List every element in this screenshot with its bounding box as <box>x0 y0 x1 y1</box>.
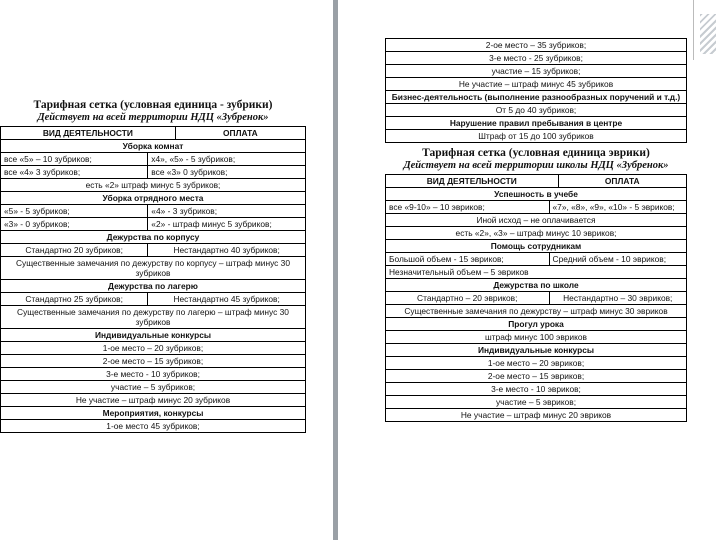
cell: Не участие – штраф минус 20 зубриков <box>1 394 306 406</box>
cell: все «3» 0 зубриков; <box>148 166 306 178</box>
header-payment: ОПЛАТА <box>559 175 687 187</box>
cell: «2» - штраф минус 5 зубриков; <box>148 218 306 230</box>
cell: Нестандартно 45 зубриков; <box>148 293 306 305</box>
table-row <box>1 368 306 381</box>
table-row <box>1 306 306 329</box>
section-contest-title: Индивидуальные конкурсы <box>386 344 687 356</box>
section-title-row <box>1 407 306 420</box>
cell: Стандартно 20 зубриков; <box>1 244 148 256</box>
cell: «3» - 0 зубриков; <box>1 218 148 230</box>
header-activity: ВИД ДЕЯТЕЛЬНОСТИ <box>386 175 559 187</box>
table-row <box>1 420 306 433</box>
doc-subtitle: Действует на всей территории школы НДЦ «Зубренок» <box>403 160 669 171</box>
cell: Существенные замечания по дежурству по лагерю – штраф минус 30 зубриков <box>1 306 306 328</box>
table-row <box>1 257 306 280</box>
section-violation-title: Нарушение правил пребывания в центре <box>386 117 687 129</box>
cell: Иной исход – не оплачивается <box>386 214 687 226</box>
table-row <box>1 218 306 231</box>
table-row <box>386 266 687 279</box>
table-header-row <box>1 127 306 140</box>
section-title-row <box>386 117 687 130</box>
cell: Незначительный объем – 5 эвриков <box>386 266 687 278</box>
table-header-row <box>386 175 687 188</box>
cell: Большой объем - 15 эвриков; <box>386 253 550 265</box>
table-row <box>1 394 306 407</box>
cell: 1-ое место 45 зубриков; <box>1 420 306 432</box>
table-row <box>1 293 306 306</box>
section-help-title: Помощь сотрудникам <box>386 240 687 252</box>
cell: Нестандартно 40 зубриков; <box>148 244 306 256</box>
header-payment: ОПЛАТА <box>176 127 306 139</box>
table-row <box>386 214 687 227</box>
table-row <box>386 39 687 52</box>
cell: участие – 5 зубриков; <box>1 381 306 393</box>
table-row <box>386 357 687 370</box>
table-row <box>386 104 687 117</box>
section-contest-title: Индивидуальные конкурсы <box>1 329 306 341</box>
cell: х4», «5» - 5 зубриков; <box>148 153 306 165</box>
table-row <box>386 331 687 344</box>
cell: Стандартно 25 зубриков; <box>1 293 148 305</box>
table-row <box>386 227 687 240</box>
doc-title: Тарифная сетка (условная единица - зубрики) <box>33 99 273 111</box>
cell: Средний объем - 10 эвриков; <box>550 253 687 265</box>
cell: «4» - 3 зубриков; <box>148 205 306 217</box>
evriki-tariff-document <box>385 38 687 422</box>
table-row <box>1 153 306 166</box>
section-title-row <box>1 140 306 153</box>
cell: Не участие – штраф минус 45 зубриков <box>386 78 687 90</box>
cell: все «9-10» – 10 эвриков; <box>386 201 550 213</box>
page-divider <box>333 0 338 540</box>
cell: есть «2», «3» – штраф минус 10 эвриков; <box>386 227 687 239</box>
cell: 3-е место - 10 зубриков; <box>1 368 306 380</box>
table-row <box>386 370 687 383</box>
section-study-title: Успешность в учебе <box>386 188 687 200</box>
table-row <box>386 305 687 318</box>
table-row <box>386 292 687 305</box>
table-row <box>1 355 306 368</box>
cell: есть «2» штраф минус 5 зубриков; <box>1 179 306 191</box>
section-title-row <box>1 280 306 293</box>
continued-table <box>385 38 687 143</box>
section-business-title: Бизнес-деятельность (выполнение разнообразных поручений и т.д.) <box>386 91 687 103</box>
section-title-row <box>386 91 687 104</box>
zubriki-tariff-document <box>0 99 306 433</box>
cell: 3-е место - 25 зубриков; <box>386 52 687 64</box>
cell: 3-е место - 10 эвриков; <box>386 383 687 395</box>
section-title-row <box>1 192 306 205</box>
table-row <box>1 342 306 355</box>
section-events-title: Мероприятия, конкурсы <box>1 407 306 419</box>
section-duty-title: Дежурства по школе <box>386 279 687 291</box>
section-title-row <box>1 231 306 244</box>
cell: участие – 15 зубриков; <box>386 65 687 77</box>
table-row <box>386 409 687 422</box>
section-camp-title: Дежурства по лагерю <box>1 280 306 292</box>
section-title-row <box>386 318 687 331</box>
table-row <box>1 205 306 218</box>
cell: все «4» 3 зубриков; <box>1 166 148 178</box>
table-row <box>386 78 687 91</box>
doc-subtitle: Действует на всей территории НДЦ «Зубренок» <box>37 112 269 123</box>
section-truancy-title: Прогул урока <box>386 318 687 330</box>
table-row <box>386 253 687 266</box>
section-title-row <box>386 188 687 201</box>
cell: все «5» – 10 зубриков; <box>1 153 148 165</box>
table-row <box>386 52 687 65</box>
cell: «7», «8», «9», «10» - 5 эвриков; <box>550 201 687 213</box>
cell: От 5 до 40 зубриков; <box>386 104 687 116</box>
table-row <box>386 383 687 396</box>
table-row <box>1 381 306 394</box>
cell: участие – 5 эвриков; <box>386 396 687 408</box>
cell: Существенные замечания по дежурству – штраф минус 30 эвриков <box>386 305 687 317</box>
cell: 2-ое место – 15 эвриков; <box>386 370 687 382</box>
cell: 2-ое место – 35 зубриков; <box>386 39 687 51</box>
table-row <box>1 244 306 257</box>
decorative-stripes <box>700 14 716 54</box>
section-title-row <box>386 279 687 292</box>
table-row <box>1 179 306 192</box>
cell: штраф минус 100 эвриков <box>386 331 687 343</box>
table-row <box>386 130 687 143</box>
table-row <box>386 65 687 78</box>
tariff-table <box>0 126 306 433</box>
cell: Нестандартно – 30 эвриков; <box>550 292 687 304</box>
section-cleaning-title: Уборка комнат <box>1 140 306 152</box>
section-title-row <box>386 344 687 357</box>
cell: Не участие – штраф минус 20 эвриков <box>386 409 687 421</box>
header-activity: ВИД ДЕЯТЕЛЬНОСТИ <box>1 127 176 139</box>
cell: 1-ое место – 20 эвриков; <box>386 357 687 369</box>
section-title-row <box>386 240 687 253</box>
table-row <box>1 166 306 179</box>
table-row <box>386 396 687 409</box>
tariff-table <box>385 174 687 422</box>
cell: Существенные замечания по дежурству по корпусу – штраф минус 30 зубриков <box>1 257 306 279</box>
section-corpus-title: Дежурства по корпусу <box>1 231 306 243</box>
cell: 1-ое место – 20 зубриков; <box>1 342 306 354</box>
cell: 2-ое место – 15 зубриков; <box>1 355 306 367</box>
table-row <box>386 201 687 214</box>
doc-title: Тарифная сетка (условная единица эврики) <box>422 147 650 159</box>
cell: Штраф от 15 до 100 зубриков <box>386 130 687 142</box>
cell: «5» - 5 зубриков; <box>1 205 148 217</box>
section-title-row <box>1 329 306 342</box>
cell: Стандартно – 20 эвриков; <box>386 292 550 304</box>
section-unit-title: Уборка отрядного места <box>1 192 306 204</box>
